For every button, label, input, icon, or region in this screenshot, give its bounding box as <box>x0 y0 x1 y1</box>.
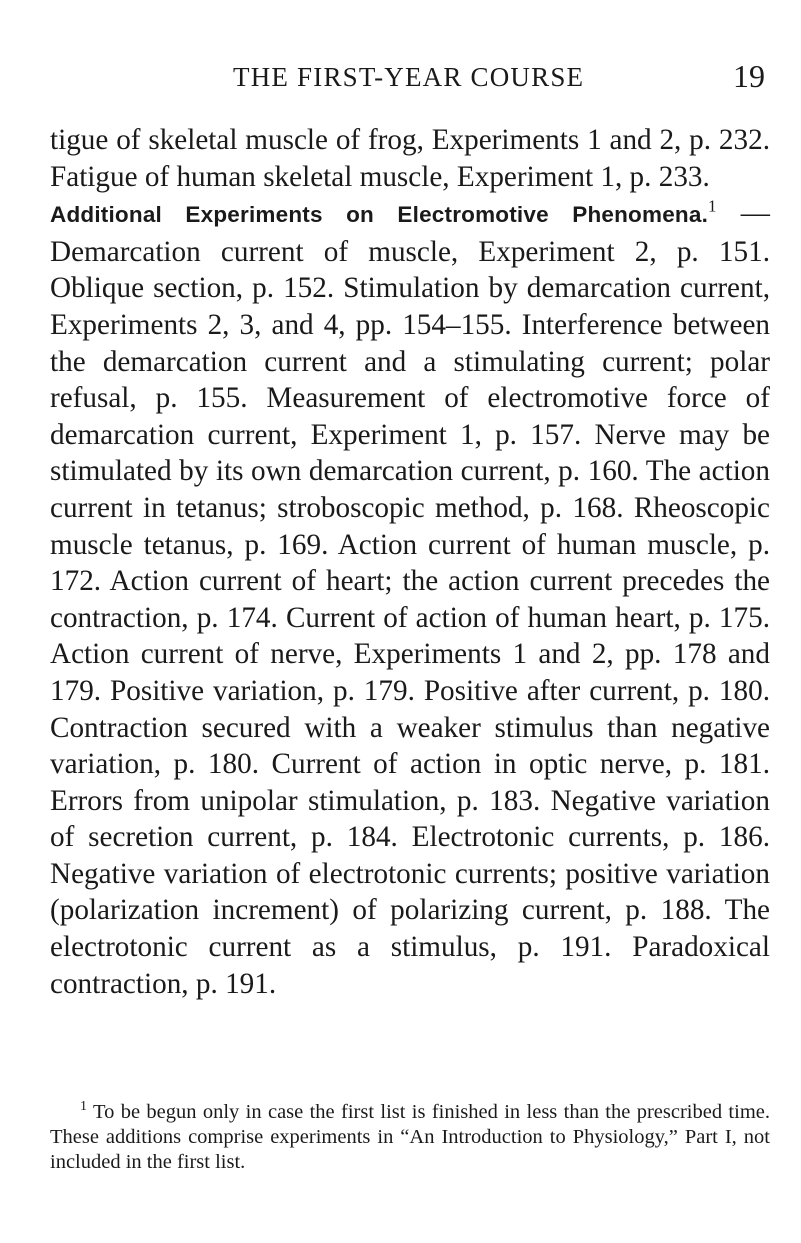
section-paragraph <box>50 195 770 1002</box>
page-number: 19 <box>733 58 765 94</box>
footnote-reference: 1 <box>708 196 717 216</box>
intro-text: tigue of skeletal muscle of frog, Experiments 1 and 2, p. 232. Fatigue of human skeletal muscle, Experiment 1, p. 233. <box>50 124 770 193</box>
section-text: — Demarcation current of muscle, Experiment 2, p. 151. Oblique section, p. 152. Stimulation by demarcation current, Experiments 2, 3, and 4, pp. 154–155. Interference between the demarcation current and a stimulating current; polar refusal, p. 155. Measurement of electromotive force of demarcation current, Experiment 1, p. 157. Nerve may be stimulated by its own demarcation current, p. 160. The action current in tetanus; stroboscopic method, p. 168. Rheoscopic muscle tetanus, p. 169. Action current of human muscle, p. 172. Action current of heart; the action current precedes the contraction, p. 174. Current of action of human heart, p. 175. Action current of nerve, Experiments 1 and 2, pp. 178 and 179. Positive variation, p. 179. Positive after current, p. 180. Contraction secured with a weaker stimulus than negative variation, p. 180. Current of action in optic nerve, p. 181. Errors from unipolar stimulation, p. 183. Negative variation of secretion current, p. 184. Electrotonic currents, p. 186. Negative variation of electrotonic currents; positive variation (polarization increment) of polarizing current, p. 188. The electrotonic current as a stimulus, p. 191. Paradoxical contraction, p. 191. <box>50 197 770 1000</box>
footnote <box>50 1100 770 1175</box>
running-title: THE FIRST-YEAR COURSE <box>233 62 585 92</box>
footnote-mark: 1 <box>80 1099 87 1115</box>
section-heading: Additional Experiments on Electromotive Phenomena. <box>50 202 709 228</box>
body-text <box>50 122 770 1002</box>
intro-paragraph <box>50 122 770 195</box>
footnote-text: To be begun only in case the first list is finished in less than the prescribed time. These additions comprise experiments in “An Introduction to Physiology,” Part I, not included in the first list. <box>50 1101 770 1173</box>
running-head <box>0 58 801 102</box>
footnote-paragraph <box>50 1100 770 1175</box>
